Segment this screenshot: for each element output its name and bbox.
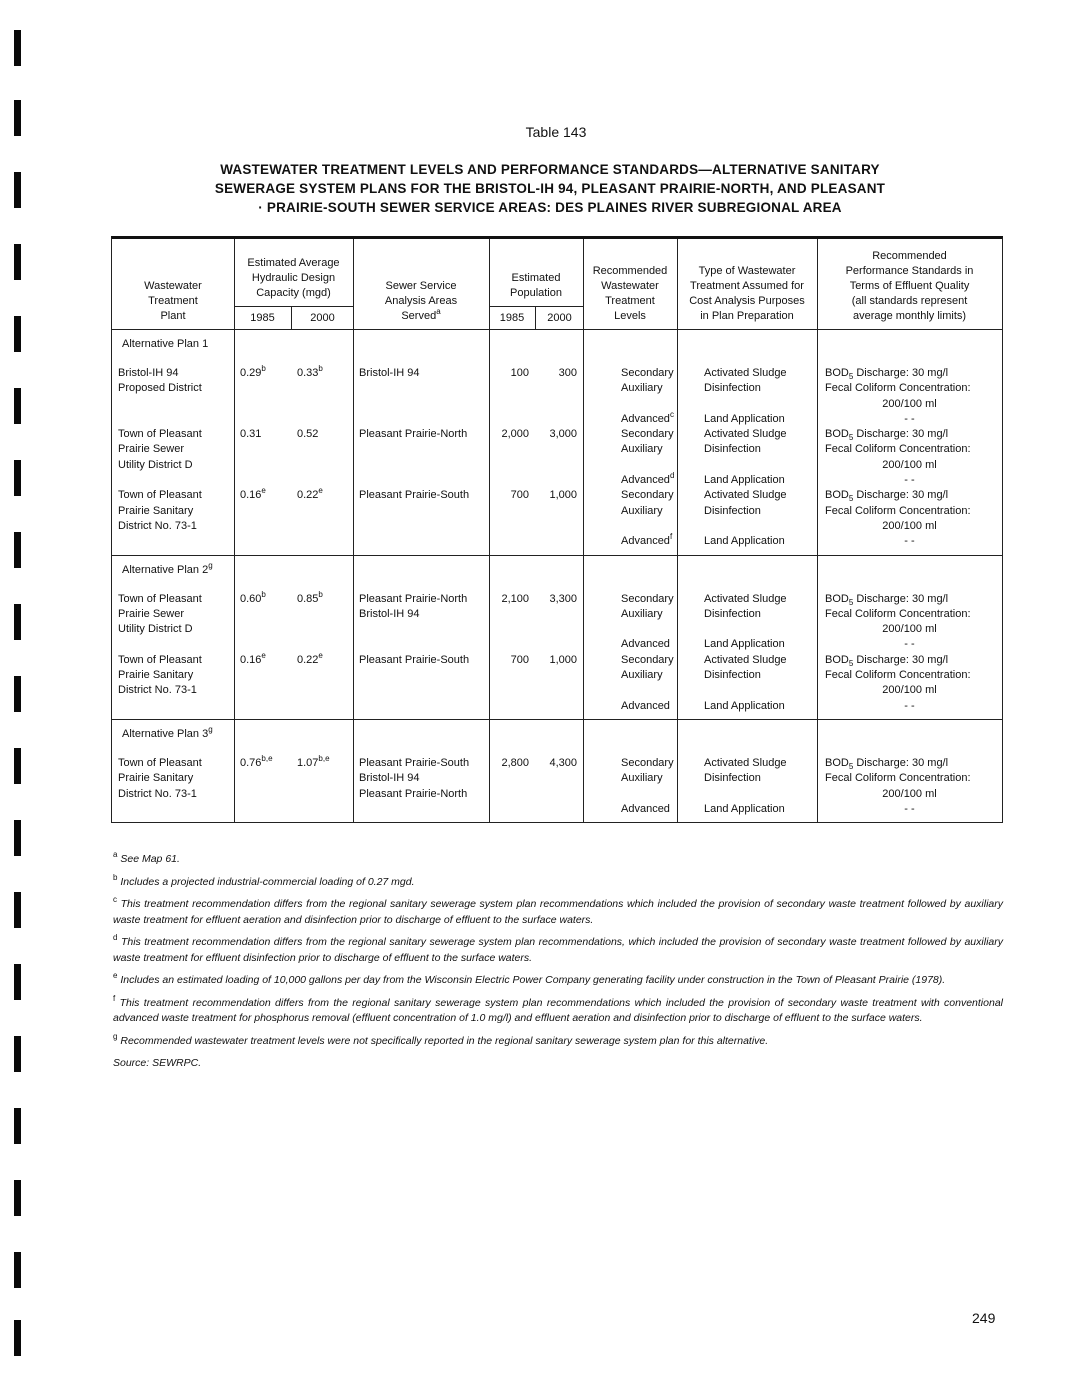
cell-plant	[112, 534, 234, 549]
binding-mark	[14, 244, 21, 280]
cell-treatment-level: Advanced	[621, 638, 670, 651]
cell-pop-2000	[535, 381, 583, 396]
table-row	[112, 519, 1002, 534]
table-row	[112, 802, 1002, 817]
title-line: · PRAIRIE-SOUTH SEWER SERVICE AREAS: DES PLAINES RIVER SUBREGIONAL AREA	[258, 200, 842, 215]
cell-plant	[112, 637, 234, 652]
cell-pop-2000	[535, 397, 583, 412]
cell-pop-2000	[535, 699, 583, 714]
cell-performance-standard: 200/100 ml	[882, 397, 937, 410]
binding-mark	[14, 30, 21, 66]
cell-pop-1985	[489, 504, 535, 519]
cell-pop-1985	[489, 683, 535, 698]
binding-mark	[14, 604, 21, 640]
cell-cap-2000	[291, 458, 353, 473]
cell-performance-standard: Fecal Coliform Concentration:	[825, 443, 971, 456]
cell-plant: Town of Pleasant	[118, 489, 202, 502]
cell-pop-2000: 4,300	[549, 756, 577, 769]
cell-pop-1985	[489, 699, 535, 714]
cell-performance-standard: 200/100 ml	[882, 519, 937, 532]
cell-treatment-type	[677, 787, 817, 802]
cell-performance-standard: $BOD_5$ Discharge: 30 mg/l	[825, 592, 949, 607]
cell-treatment-type: Activated Sludge	[704, 367, 787, 379]
cell-pop-1985: 700	[510, 653, 529, 666]
plan-section	[112, 720, 1002, 822]
cell-performance-standard: Fecal Coliform Concentration:	[825, 504, 971, 517]
table-row	[112, 488, 1002, 503]
cell-plant: Prairie Sewer	[118, 607, 185, 620]
cell-service-area: Pleasant Prairie-North	[359, 592, 468, 605]
cell-treatment-type: Disinfection	[704, 669, 761, 682]
cell-service-area	[353, 381, 489, 396]
binding-mark	[14, 1036, 21, 1072]
table-row	[112, 683, 1002, 698]
cell-service-area: Pleasant Prairie-South	[359, 489, 470, 502]
cell-cap-1985	[234, 504, 291, 519]
cell-treatment-level	[583, 397, 677, 412]
table-row	[112, 409, 1002, 427]
header-treatment-type: Type of Wastewater Treatment Assumed for Cost Analysis Purposes in Plan Preparation	[689, 265, 805, 322]
cell-pop-1985	[489, 381, 535, 396]
table-row	[112, 637, 1002, 652]
cell-cap-2000	[291, 683, 353, 698]
cell-pop-2000	[535, 504, 583, 519]
cell-performance-standard: $BOD_5$ Discharge: 30 mg/l	[825, 367, 949, 381]
cell-performance-standard: Fecal Coliform Concentration:	[825, 669, 971, 682]
cell-cap-2000	[291, 519, 353, 534]
cell-service-area: Pleasant Prairie-North	[359, 428, 468, 441]
cell-cap-1985: 0.76$^{b,e}$	[240, 753, 273, 769]
cell-pop-2000	[535, 668, 583, 683]
table-header	[112, 239, 1002, 330]
cell-treatment-level: Advanced$^f$	[621, 532, 673, 548]
cell-cap-1985	[234, 458, 291, 473]
cell-treatment-level: Auxiliary	[621, 504, 663, 517]
cell-cap-1985	[234, 534, 291, 549]
table-row	[112, 442, 1002, 457]
cell-cap-1985	[234, 787, 291, 802]
data-table	[111, 236, 1003, 823]
cell-treatment-type: Activated Sludge	[704, 653, 787, 666]
cell-performance-standard: 200/100 ml	[882, 623, 937, 636]
table-row	[112, 504, 1002, 519]
cell-pop-1985: 2,000	[501, 428, 529, 441]
table-row	[112, 589, 1002, 607]
header-performance-standards: Recommended Performance Standards in Terms of Effluent Quality (all standards represent average monthly limits)	[845, 250, 974, 322]
cell-cap-1985: 0.29$^b$	[240, 364, 266, 379]
footnote: $^b$ Includes a projected industrial-commercial loading of 0.27 mgd.	[113, 872, 415, 888]
binding-mark	[14, 1252, 21, 1288]
table-row	[112, 534, 1002, 549]
cell-pop-1985	[489, 771, 535, 786]
binding-mark	[14, 532, 21, 568]
cell-performance-standard: - -	[904, 474, 915, 487]
cell-service-area: Bristol-IH 94	[359, 772, 420, 785]
cell-treatment-level: Secondary	[621, 756, 674, 769]
cell-plant: Town of Pleasant	[118, 428, 202, 441]
cell-cap-1985: 0.16e	[240, 650, 266, 666]
header-cap-2000: 2000	[310, 312, 335, 324]
cell-pop-2000	[535, 412, 583, 427]
cell-pop-2000	[535, 442, 583, 457]
cell-pop-1985	[489, 787, 535, 802]
cell-plant: Prairie Sanitary	[118, 772, 194, 785]
cell-performance-standard: - -	[904, 802, 915, 815]
cell-treatment-level: Advanced	[621, 802, 670, 815]
cell-treatment-level: Secondary	[621, 653, 674, 666]
cell-service-area	[353, 637, 489, 652]
cell-plant: Utility District D	[118, 458, 193, 471]
binding-mark	[14, 460, 21, 496]
cell-treatment-level: Secondary	[621, 428, 674, 441]
cell-pop-1985	[489, 519, 535, 534]
cell-service-area: Pleasant Prairie-South	[359, 653, 470, 666]
table-row	[112, 650, 1002, 668]
cell-treatment-level: Secondary	[621, 367, 674, 379]
table-row	[112, 699, 1002, 714]
cell-plant: Prairie Sewer	[118, 443, 185, 456]
cell-pop-2000: 300	[558, 367, 577, 379]
table-row	[112, 381, 1002, 396]
cell-plant	[112, 699, 234, 714]
cell-treatment-type: Disinfection	[704, 504, 761, 517]
cell-service-area	[353, 668, 489, 683]
cell-service-area: Bristol-IH 94	[359, 607, 420, 620]
cell-cap-2000	[291, 442, 353, 457]
cell-treatment-level: Advanced	[621, 699, 670, 712]
cell-pop-2000: 3,000	[549, 428, 577, 441]
cell-cap-1985	[234, 412, 291, 427]
table-row	[112, 607, 1002, 622]
cell-cap-2000	[291, 534, 353, 549]
cell-cap-2000: 0.33$^b$	[297, 364, 323, 379]
cell-cap-2000: 0.22e	[297, 650, 323, 666]
cell-cap-2000	[291, 622, 353, 637]
cell-treatment-level: Advanced$^c$	[621, 409, 674, 425]
cell-pop-1985	[489, 412, 535, 427]
cell-performance-standard: Fecal Coliform Concentration:	[825, 772, 971, 785]
footnote: $^c$ This treatment recommendation differs from the regional sanitary sewerage system plan recommendations which included the provision of secondary waste treatment followed by auxiliary waste treatment for effluent aeration and disinfection prior to discharge of effluent to the surface waters.	[113, 895, 1003, 926]
cell-pop-2000	[535, 473, 583, 488]
population-years	[489, 306, 583, 330]
cell-cap-2000	[291, 412, 353, 427]
cell-pop-2000	[535, 519, 583, 534]
cell-cap-1985	[234, 622, 291, 637]
capacity-years	[234, 306, 353, 330]
cell-treatment-type: Land Application	[704, 638, 785, 651]
binding-mark	[14, 1320, 21, 1356]
binding-mark	[14, 892, 21, 928]
cell-cap-2000	[291, 787, 353, 802]
cell-treatment-type: Activated Sludge	[704, 592, 787, 605]
cell-service-area	[353, 397, 489, 412]
cell-treatment-type: Land Application	[704, 474, 785, 487]
cell-pop-2000	[535, 787, 583, 802]
cell-pop-1985	[489, 802, 535, 817]
cell-service-area	[353, 519, 489, 534]
title-line: SEWERAGE SYSTEM PLANS FOR THE BRISTOL-IH 94, PLEASANT PRAIRIE-NORTH, AND PLEASANT	[214, 181, 886, 196]
cell-treatment-type: Land Application	[704, 699, 785, 712]
cell-pop-1985	[489, 397, 535, 412]
header-population: Estimated Population	[510, 272, 562, 299]
cell-plant: Proposed District	[118, 382, 202, 395]
cell-pop-1985: 100	[510, 367, 529, 379]
table-row	[112, 668, 1002, 683]
table-row	[112, 753, 1002, 771]
cell-cap-1985	[234, 771, 291, 786]
table-row	[112, 473, 1002, 488]
cell-pop-1985	[489, 473, 535, 488]
cell-plant: District No. 73-1	[118, 787, 197, 800]
cell-treatment-type: Activated Sludge	[704, 428, 787, 441]
cell-treatment-level	[583, 683, 677, 698]
cell-pop-1985	[489, 442, 535, 457]
cell-service-area	[353, 622, 489, 637]
cell-cap-1985	[234, 699, 291, 714]
cell-treatment-level: Secondary	[621, 592, 674, 605]
cell-cap-1985: 0.60$^b$	[240, 589, 266, 605]
cell-treatment-type	[677, 622, 817, 637]
cell-service-area: Bristol-IH 94	[359, 367, 420, 379]
cell-treatment-level	[583, 787, 677, 802]
cell-cap-2000	[291, 381, 353, 396]
cell-performance-standard: Fecal Coliform Concentration:	[825, 607, 971, 620]
cell-service-area	[353, 504, 489, 519]
table-row	[112, 427, 1002, 442]
cell-treatment-type: Disinfection	[704, 772, 761, 785]
cell-pop-2000: 1,000	[549, 489, 577, 502]
cell-plant: Town of Pleasant	[118, 756, 202, 769]
cell-cap-2000	[291, 504, 353, 519]
cell-treatment-level: Auxiliary	[621, 669, 663, 682]
cell-pop-1985	[489, 607, 535, 622]
cell-performance-standard: 200/100 ml	[882, 684, 937, 697]
cell-cap-1985	[234, 381, 291, 396]
cell-pop-1985	[489, 458, 535, 473]
header-cap-1985: 1985	[250, 312, 275, 324]
cell-performance-standard: 200/100 ml	[882, 458, 937, 471]
cell-treatment-level: Secondary	[621, 489, 674, 502]
cell-pop-1985	[489, 534, 535, 549]
cell-service-area	[353, 473, 489, 488]
cell-pop-1985	[489, 622, 535, 637]
cell-pop-1985	[489, 637, 535, 652]
cell-treatment-level	[583, 622, 677, 637]
cell-cap-1985	[234, 519, 291, 534]
cell-plant: Bristol-IH 94	[118, 367, 179, 379]
table-row	[112, 397, 1002, 412]
cell-performance-standard: $BOD_5$ Discharge: 30 mg/l	[825, 489, 949, 504]
cell-pop-2000	[535, 771, 583, 786]
cell-service-area	[353, 699, 489, 714]
plan-section	[112, 556, 1002, 720]
cell-pop-2000: 1,000	[549, 653, 577, 666]
footnote: $^a$ See Map 61.	[113, 850, 180, 865]
cell-cap-2000: 1.07$^{b,e}$	[297, 753, 330, 769]
table-row	[112, 771, 1002, 786]
cell-plant: Town of Pleasant	[118, 653, 202, 666]
cell-service-area	[353, 802, 489, 817]
cell-plant: Utility District D	[118, 623, 193, 636]
cell-service-area: Pleasant Prairie-South	[359, 756, 470, 769]
cell-performance-standard: Fecal Coliform Concentration:	[825, 382, 971, 395]
cell-service-area	[353, 534, 489, 549]
cell-treatment-type	[677, 519, 817, 534]
cell-plant: District No. 73-1	[118, 684, 197, 697]
plan-label: Alternative Plan 2$^g$	[122, 560, 213, 576]
cell-service-area	[353, 683, 489, 698]
footnotes	[113, 852, 1003, 1079]
cell-treatment-level: Auxiliary	[621, 607, 663, 620]
cell-pop-2000	[535, 622, 583, 637]
cell-service-area	[353, 458, 489, 473]
cell-service-area	[353, 442, 489, 457]
cell-treatment-type: Land Application	[704, 535, 785, 548]
cell-treatment-type	[677, 683, 817, 698]
cell-treatment-type: Activated Sludge	[704, 756, 787, 769]
cell-cap-2000	[291, 397, 353, 412]
table-body	[112, 330, 1002, 822]
cell-plant: Prairie Sanitary	[118, 504, 194, 517]
cell-plant: District No. 73-1	[118, 519, 197, 532]
cell-cap-2000	[291, 668, 353, 683]
cell-treatment-type	[677, 397, 817, 412]
header-treatment-levels: Recommended Wastewater Treatment Levels	[592, 265, 668, 322]
source-note: Source: SEWRPC.	[113, 1057, 202, 1069]
cell-cap-1985: 0.31	[240, 428, 262, 441]
cell-plant	[112, 397, 234, 412]
cell-cap-1985	[234, 442, 291, 457]
cell-cap-1985	[234, 683, 291, 698]
footnote: $^e$ Includes an estimated loading of 10,000 gallons per day from the Wisconsin Electric Power Company generating facility under construction in the Town of Pleasant Prairie (1978).	[113, 971, 946, 986]
cell-pop-1985	[489, 668, 535, 683]
cell-service-area	[353, 412, 489, 427]
footnote: $^f$ This treatment recommendation differs from the regional sanitary sewerage system plan recommendations which included the provision of secondary waste treatment with conventional advanced waste treatment for phosphorus removal (effluent concentration of 1.0 mg/l) and effluent aeration and disinfection prior to discharge of effluent to the surface waters.	[113, 993, 1003, 1024]
cell-cap-1985	[234, 668, 291, 683]
cell-performance-standard: $BOD_5$ Discharge: 30 mg/l	[825, 428, 949, 443]
cell-pop-1985: 2,800	[501, 756, 529, 769]
cell-treatment-level: Advanced$^d$	[621, 471, 675, 487]
table-title	[190, 160, 910, 217]
table-row	[112, 366, 1002, 381]
cell-performance-standard: - -	[904, 412, 915, 425]
cell-performance-standard: - -	[904, 535, 915, 548]
cell-treatment-level: Auxiliary	[621, 443, 663, 456]
cell-cap-2000	[291, 771, 353, 786]
cell-cap-2000: 0.22e	[297, 486, 323, 502]
cell-pop-2000	[535, 458, 583, 473]
cell-pop-2000	[535, 637, 583, 652]
cell-performance-standard: $BOD_5$ Discharge: 30 mg/l	[825, 756, 949, 771]
footnote: $^d$ This treatment recommendation differs from the regional sanitary sewerage system plan recommendations, which included the provision of secondary waste treatment followed by auxiliary waste treatment for effluent disinfection prior to discharge of effluent to the surface waters.	[113, 933, 1003, 964]
binding-mark	[14, 748, 21, 784]
binding-mark	[14, 1108, 21, 1144]
cell-plant: Town of Pleasant	[118, 592, 202, 605]
cell-treatment-type: Disinfection	[704, 382, 761, 395]
cell-service-area: Pleasant Prairie-North	[359, 787, 468, 800]
cell-treatment-type	[677, 458, 817, 473]
cell-cap-1985	[234, 607, 291, 622]
cell-pop-2000	[535, 683, 583, 698]
table-row	[112, 622, 1002, 637]
header-pop-1985: 1985	[499, 312, 525, 324]
title-line: WASTEWATER TREATMENT LEVELS AND PERFORMANCE STANDARDS—ALTERNATIVE SANITARY	[220, 162, 880, 177]
page-number: 249	[972, 1310, 996, 1326]
cell-treatment-level: Auxiliary	[621, 382, 663, 395]
cell-treatment-type: Disinfection	[704, 607, 761, 620]
cell-cap-1985	[234, 397, 291, 412]
cell-performance-standard: - -	[904, 699, 915, 712]
cell-pop-2000	[535, 534, 583, 549]
cell-cap-2000: 0.52	[297, 428, 319, 441]
cell-performance-standard: 200/100 ml	[882, 787, 937, 800]
cell-performance-standard: - -	[904, 638, 915, 651]
plan-label: Alternative Plan 1	[122, 338, 209, 350]
cell-treatment-level	[583, 519, 677, 534]
table-row	[112, 458, 1002, 473]
cell-plant	[112, 412, 234, 427]
cell-pop-1985: 2,100	[501, 592, 529, 605]
cell-cap-1985	[234, 802, 291, 817]
cell-pop-1985: 700	[510, 489, 529, 502]
binding-mark	[14, 172, 21, 208]
cell-cap-2000	[291, 802, 353, 817]
cell-pop-2000	[535, 802, 583, 817]
footnote: $^g$ Recommended wastewater treatment levels were not specifically reported in the regional sanitary sewerage system plan for this alternative.	[113, 1031, 769, 1047]
binding-mark	[14, 316, 21, 352]
cell-plant	[112, 473, 234, 488]
cell-cap-2000	[291, 699, 353, 714]
cell-treatment-type: Land Application	[704, 412, 785, 425]
cell-treatment-level: Auxiliary	[621, 772, 663, 785]
binding-mark	[14, 1180, 21, 1216]
cell-plant: Prairie Sanitary	[118, 669, 194, 682]
binding-mark	[14, 964, 21, 1000]
cell-pop-2000	[535, 607, 583, 622]
header-capacity: Estimated Average Hydraulic Design Capacity (mgd)	[247, 257, 340, 299]
cell-treatment-level	[583, 458, 677, 473]
cell-cap-1985: 0.16e	[240, 486, 266, 502]
binding-mark	[14, 388, 21, 424]
header-service-areas: Sewer Service Analysis Areas Served$^a$	[384, 280, 458, 322]
cell-cap-2000: 0.85$^b$	[297, 589, 323, 605]
cell-treatment-type: Activated Sludge	[704, 489, 787, 502]
plan-label: Alternative Plan 3$^g$	[122, 724, 213, 740]
binding-mark	[14, 676, 21, 712]
header-pop-2000: 2000	[547, 312, 572, 324]
table-number: Table 143	[525, 124, 587, 140]
cell-performance-standard: $BOD_5$ Discharge: 30 mg/l	[825, 653, 949, 668]
binding-marks	[14, 0, 28, 1380]
plan-section	[112, 330, 1002, 556]
header-plant: Wastewater Treatment Plant	[144, 280, 202, 322]
table-row	[112, 787, 1002, 802]
cell-cap-2000	[291, 607, 353, 622]
cell-plant	[112, 802, 234, 817]
cell-treatment-type: Disinfection	[704, 443, 761, 456]
cell-pop-2000: 3,300	[549, 592, 577, 605]
cell-treatment-type: Land Application	[704, 802, 785, 815]
binding-mark	[14, 820, 21, 856]
